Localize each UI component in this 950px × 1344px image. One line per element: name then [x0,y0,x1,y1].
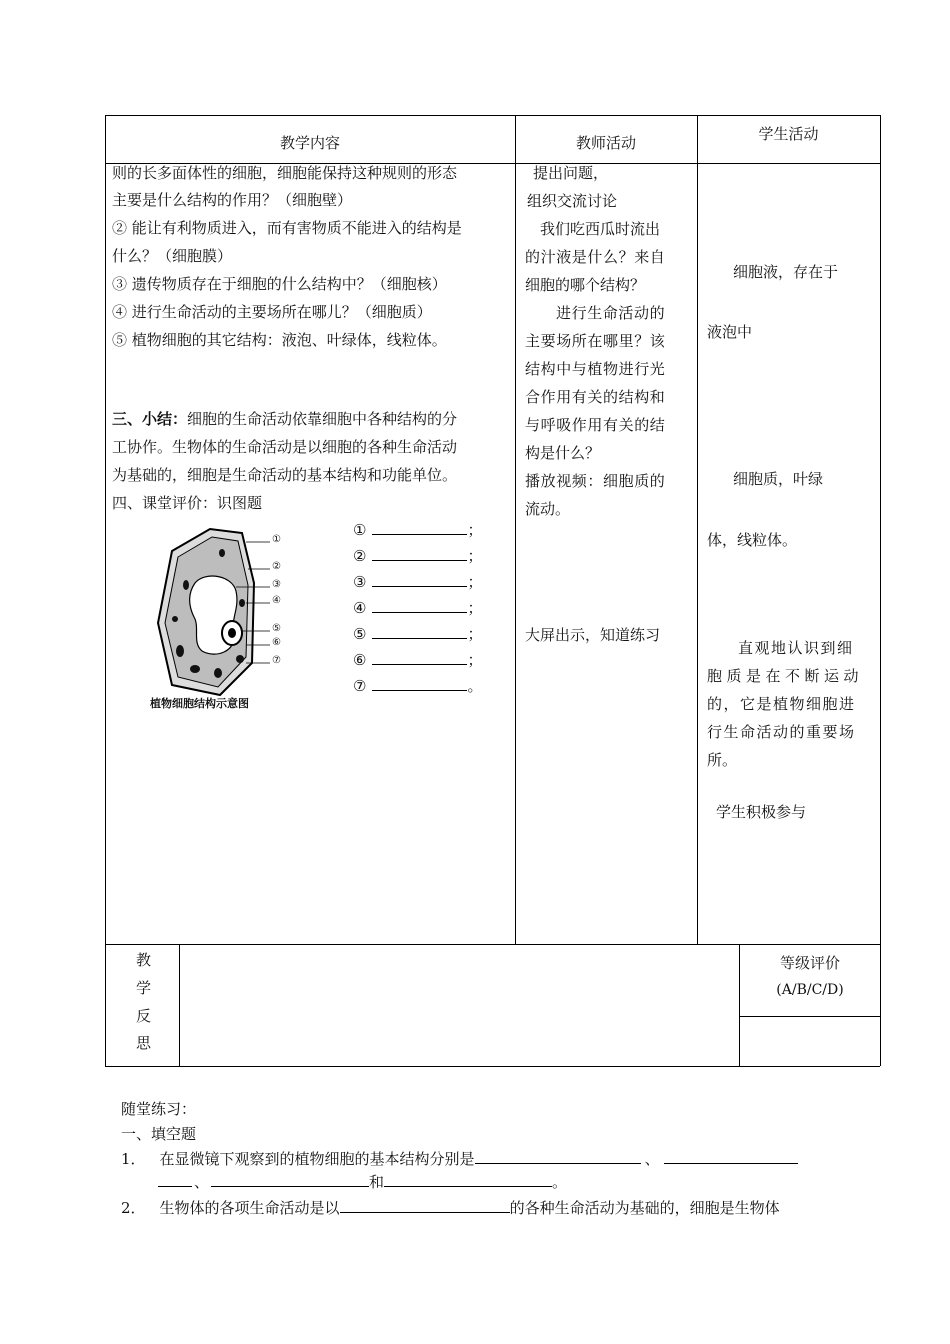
answer-blank[interactable] [475,1149,641,1164]
answer-blank[interactable] [372,600,467,613]
question-2-text: 生物体的各项生命活动是以 [159,1199,340,1217]
question-1-and: 和 [369,1173,385,1191]
content-line-1: 则的长多面体性的细胞，细胞能保持这种规则的形态 [112,164,458,182]
answer-blank[interactable] [158,1172,192,1187]
student-line-7: 的，它是植物细胞进 [707,695,856,713]
answer-blank[interactable] [384,1172,552,1187]
figure-label-4: ④ [272,595,281,606]
answer-blank[interactable] [340,1198,510,1213]
teacher-line-8: 结构中与植物进行光 [525,360,666,378]
student-line-4: 体，线粒体。 [707,531,798,549]
teacher-line-11: 构是什么？ [525,444,601,462]
reflection-char-2: 学 [136,979,152,997]
blank-row-3 [353,572,482,592]
blank-num: ③ [353,573,367,591]
reflection-char-3: 反 [136,1007,152,1025]
reflection-input-area[interactable] [180,945,738,1065]
blank-num: ④ [353,599,367,617]
summary-text-1: 细胞的生命活动依靠细胞中各种结构的分 [187,410,458,428]
plant-cell-diagram [150,523,300,698]
student-line-5: 直观地认识到细 [738,639,854,657]
teacher-line-9: 合作用有关的结构和 [525,388,666,406]
teacher-line-12: 播放视频：细胞质的 [525,472,666,490]
answer-blank[interactable] [372,548,467,561]
teacher-line-6: 进行生命活动的 [556,304,666,322]
blank-end: ； [467,651,483,669]
header-content: 教学内容 [279,134,340,152]
teacher-line-5: 细胞的哪个结构？ [525,276,646,294]
content-line-6: ④ 进行生命活动的主要场所在哪儿？（细胞质） [112,303,432,321]
blank-end: ； [467,599,483,617]
teacher-line-4: 的汁液是什么？来自 [525,248,666,266]
student-line-9: 所。 [707,751,738,769]
content-line-7: ⑤ 植物细胞的其它结构：液泡、叶绿体，线粒体。 [112,331,447,349]
summary-line-2: 工协作。生物体的生命活动是以细胞的各种生命活动 [112,438,458,456]
figure-label-5: ⑤ [272,623,281,634]
blank-end: ； [467,573,483,591]
blank-num: ① [353,521,367,539]
blank-num: ⑦ [353,677,367,695]
blank-num: ⑤ [353,625,367,643]
blank-row-7 [353,676,482,696]
teacher-line-13: 流动。 [525,500,571,518]
student-line-3: 细胞质，叶绿 [733,470,824,488]
question-1-text: 在显微镜下观察到的植物细胞的基本结构分别是 [159,1150,475,1168]
question-1-number: 1． [121,1150,146,1168]
blank-row-1 [353,520,482,540]
figure-label-7: ⑦ [272,655,281,666]
exercise-section: 一、填空题 [121,1125,197,1143]
answer-blank[interactable] [372,678,467,691]
answer-blank[interactable] [372,652,467,665]
grade-options: (A/B/C/D) [776,982,844,998]
blank-row-5 [353,624,482,644]
blank-end: ； [467,625,483,643]
plant-cell-drawing [150,523,300,698]
content-line-3: ② 能让有利物质进入，而有害物质不能进入的结构是 [112,219,462,237]
student-line-10: 学生积极参与 [716,803,807,821]
reflection-char-4: 思 [136,1034,152,1052]
grade-input-cell[interactable] [740,1017,880,1065]
blank-end: 。 [467,677,483,695]
question-1-end: 。 [552,1173,568,1191]
summary-line-1 [112,409,457,429]
teacher-line-7: 主要场所在哪里？该 [525,332,666,350]
blank-row-6 [353,650,482,670]
question-1-line-2 [158,1172,567,1192]
blank-row-4 [353,598,482,618]
question-1-line-1 [121,1149,798,1169]
answer-blank[interactable] [372,522,467,535]
header-teacher: 教师活动 [575,134,636,152]
teacher-line-3: 我们吃西瓜时流出 [540,220,661,238]
exercise-title: 随堂练习： [121,1100,197,1118]
figure-label-1: ① [272,534,281,545]
reflection-char-1: 教 [136,951,152,969]
blank-end: ； [467,547,483,565]
question-1-sep: 、 [194,1173,210,1191]
student-line-2: 液泡中 [707,323,753,341]
answer-blank[interactable] [372,574,467,587]
question-2-tail: 的各种生命活动为基础的，细胞是生物体 [509,1199,780,1217]
blank-num: ② [353,547,367,565]
content-line-4: 什么？（细胞膜） [112,247,233,265]
question-2-number: 2． [121,1199,146,1217]
answer-blank[interactable] [372,626,467,639]
teacher-line-1: 提出问题， [533,164,609,182]
student-line-1: 细胞液，存在于 [733,263,839,281]
figure-label-2: ② [272,561,281,572]
figure-label-6: ⑥ [272,637,281,648]
figure-label-3: ③ [272,579,281,590]
grade-label: 等级评价 [779,954,840,972]
content-line-2: 主要是什么结构的作用？（细胞壁） [112,191,353,209]
student-line-6: 胞质是在不断运动 [707,667,864,685]
answer-blank[interactable] [664,1149,798,1164]
header-student: 学生活动 [758,125,819,143]
student-line-8: 行生命活动的重要场 [707,723,856,741]
summary-line-3: 为基础的，细胞是生命活动的基本结构和功能单位。 [112,466,458,484]
blank-end: ； [467,521,483,539]
question-2-line-1 [121,1198,780,1218]
teacher-line-14: 大屏出示，知道练习 [525,626,661,644]
blank-row-2 [353,546,482,566]
question-1-sep: 、 [644,1150,660,1168]
answer-blank[interactable] [211,1172,369,1187]
blank-num: ⑥ [353,651,367,669]
evaluation-line: 四、课堂评价：识图题 [112,494,263,512]
summary-label: 三、小结： [112,410,188,428]
figure-caption: 植物细胞结构示意图 [150,697,249,710]
teacher-line-2: 组织交流讨论 [527,192,618,210]
content-line-5: ③ 遗传物质存在于细胞的什么结构中？（细胞核） [112,275,447,293]
teacher-line-10: 与呼吸作用有关的结 [525,416,666,434]
